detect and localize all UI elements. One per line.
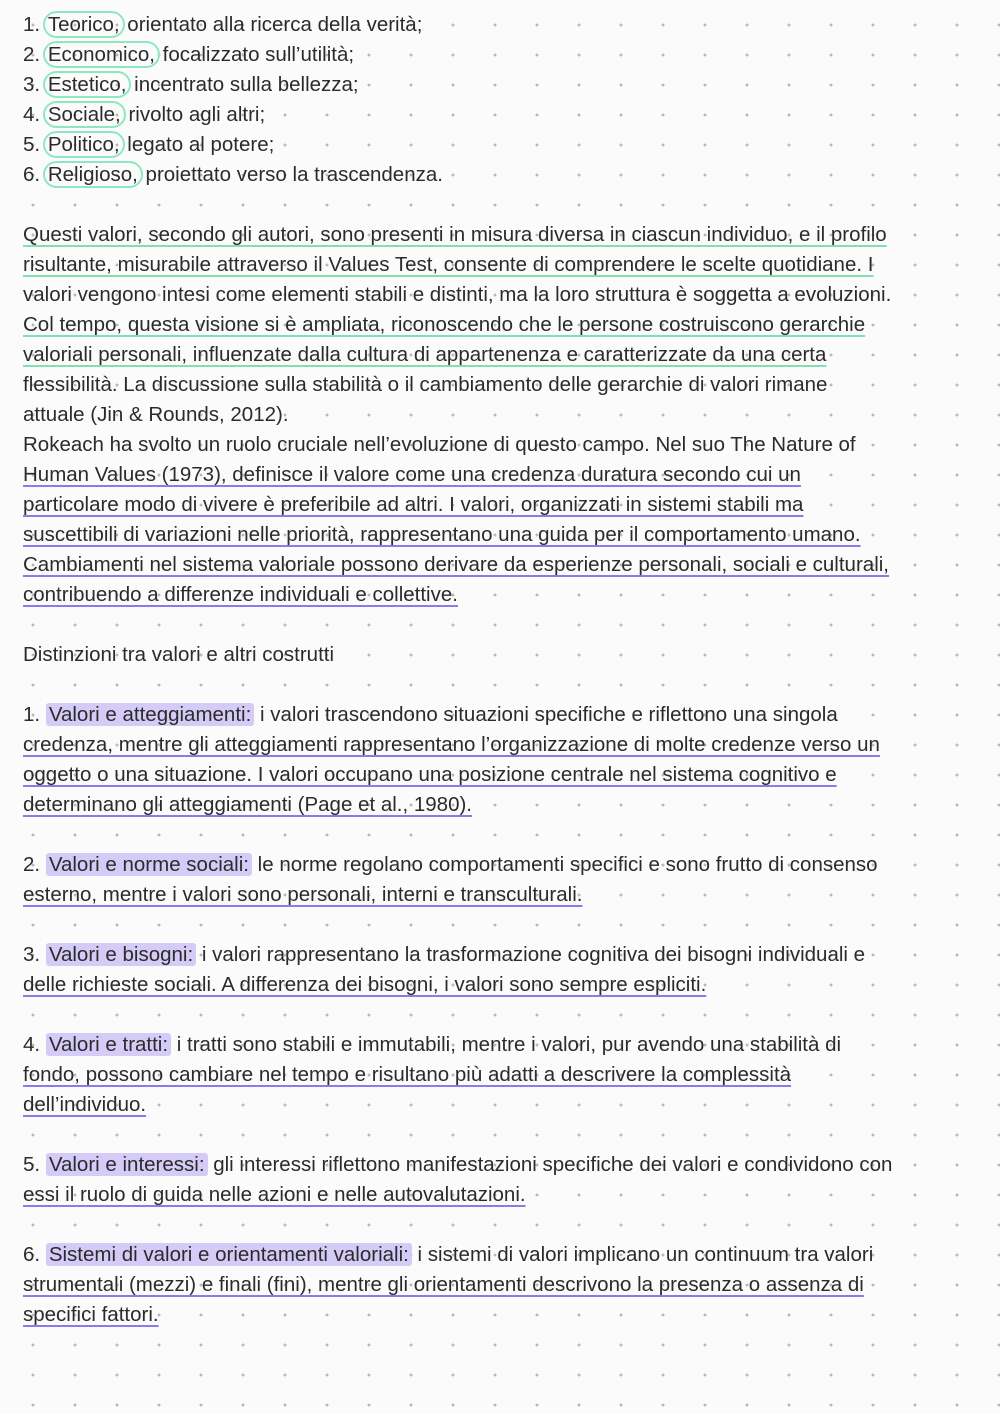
- distinction-item: 5. Valori e interessi: gli interessi riflettono manifestazioni specifiche dei valori e condividono con essi il ruolo di guida nelle azioni e nelle autovalutazioni.: [23, 1150, 973, 1210]
- list-term: Politico,: [43, 131, 125, 158]
- text-line: valori vengono intesi come elementi stabili e distinti, ma la loro struttura è soggetta a evoluzioni.: [23, 283, 892, 306]
- list-item: 4. Sociale, rivolto agli altri;: [23, 103, 266, 126]
- text-line: Human Values (1973), definisce il valore come una credenza duratura secondo cui un: [23, 463, 801, 486]
- text-line: dell’individuo.: [23, 1093, 147, 1116]
- list-item: 2. Economico, focalizzato sull’utilità;: [23, 43, 355, 66]
- item-heading: Valori e tratti:: [46, 1033, 171, 1056]
- distinction-item: 6. Sistemi di valori e orientamenti valoriali: i sistemi di valori implicano un continuum tra valori strumentali (mezzi) e finali (fini), mentre gli orientamenti descrivono la presenza o assenza di specifici fattori.: [23, 1240, 973, 1330]
- text-line: attuale (Jin & Rounds, 2012).: [23, 403, 289, 426]
- text-line: essi il ruolo di guida nelle azioni e nelle autovalutazioni.: [23, 1183, 526, 1206]
- item-heading: Valori e interessi:: [46, 1153, 208, 1176]
- item-heading: Valori e norme sociali:: [46, 853, 252, 876]
- text-line: Questi valori, secondo gli autori, sono presenti in misura diversa in ciascun individuo, e il profilo: [23, 223, 887, 246]
- list-item: 5. Politico, legato al potere;: [23, 133, 275, 156]
- text-line: credenza, mentre gli atteggiamenti rappresentano l’organizzazione di molte credenze verso un: [23, 733, 880, 756]
- list-term: Economico,: [43, 41, 160, 68]
- list-item: 6. Religioso, proiettato verso la trascendenza.: [23, 163, 443, 186]
- note-page: [23, 10, 973, 1330]
- text-line: Col tempo, questa visione si è ampliata, riconoscendo che le persone costruiscono gerarchie: [23, 313, 866, 336]
- text-line: fondo, possono cambiare nel tempo e risultano più adatti a descrivere la complessità: [23, 1063, 792, 1086]
- item-heading: Sistemi di valori e orientamenti valoriali:: [46, 1243, 412, 1266]
- values-list: [23, 10, 973, 190]
- text-line: esterno, mentre i valori sono personali, interni e transculturali.: [23, 883, 583, 906]
- distinction-item: 4. Valori e tratti: i tratti sono stabili e immutabili, mentre i valori, pur avendo una stabilità di fondo, possono cambiare nel tempo e risultano più adatti a descrivere la complessità dell’individuo.: [23, 1030, 973, 1120]
- text-line: contribuendo a differenze individuali e collettive.: [23, 583, 458, 606]
- distinction-item: 3. Valori e bisogni: i valori rappresentano la trasformazione cognitiva dei bisogni individuali e delle richieste sociali. A differenza dei bisogni, i valori sono sempre espliciti.: [23, 940, 973, 1000]
- paragraph-values-test: [23, 220, 973, 430]
- paragraph-rokeach: [23, 430, 973, 610]
- text-line: risultante, misurabile attraverso il Values Test, consente di comprendere le scelte quotidiane. I: [23, 253, 874, 276]
- text-line: Rokeach ha svolto un ruolo cruciale nell’evoluzione di questo campo. Nel suo The Nature of: [23, 433, 856, 456]
- list-term: Teorico,: [43, 11, 125, 38]
- text-line: strumentali (mezzi) e finali (fini), mentre gli orientamenti descrivono la presenza o assenza di: [23, 1273, 864, 1296]
- list-term: Estetico,: [43, 71, 132, 98]
- distinction-item: 2. Valori e norme sociali: le norme regolano comportamenti specifici e sono frutto di consenso esterno, mentre i valori sono personali, interni e transculturali.: [23, 850, 973, 910]
- text-line: specifici fattori.: [23, 1303, 159, 1326]
- item-heading: Valori e atteggiamenti:: [46, 703, 254, 726]
- text-line: suscettibili di variazioni nelle priorità, rappresentano una guida per il comportamento umano.: [23, 523, 861, 546]
- list-item: 1. Teorico, orientato alla ricerca della verità;: [23, 13, 423, 36]
- text-line: oggetto o una situazione. I valori occupano una posizione centrale nel sistema cognitivo e: [23, 763, 837, 786]
- text-line: particolare modo di vivere è preferibile ad altri. I valori, organizzati in sistemi stabili ma: [23, 493, 804, 516]
- distinction-item: 1. Valori e atteggiamenti: i valori trascendono situazioni specifiche e riflettono una singola credenza, mentre gli atteggiamenti rappresentano l’organizzazione di molte credenze verso un oggetto o una situazione. I valori occupano una posizione centrale nel sistema cognitivo e determinano gli atteggiamenti (Page et al., 1980).: [23, 700, 973, 820]
- text-line: flessibilità. La discussione sulla stabilità o il cambiamento delle gerarchie di valori rimane: [23, 373, 828, 396]
- text-line: valoriali personali, influenzate dalla cultura di appartenenza e caratterizzate da una certa: [23, 343, 827, 366]
- list-term: Sociale,: [43, 101, 126, 128]
- text-line: Cambiamenti nel sistema valoriale possono derivare da esperienze personali, sociali e culturali,: [23, 553, 889, 576]
- section-title: Distinzioni tra valori e altri costrutti: [23, 643, 335, 666]
- list-item: 3. Estetico, incentrato sulla bellezza;: [23, 73, 359, 96]
- text-line: determinano gli atteggiamenti (Page et al., 1980).: [23, 793, 472, 816]
- list-term: Religioso,: [43, 161, 143, 188]
- text-line: delle richieste sociali. A differenza dei bisogni, i valori sono sempre espliciti.: [23, 973, 707, 996]
- item-heading: Valori e bisogni:: [46, 943, 196, 966]
